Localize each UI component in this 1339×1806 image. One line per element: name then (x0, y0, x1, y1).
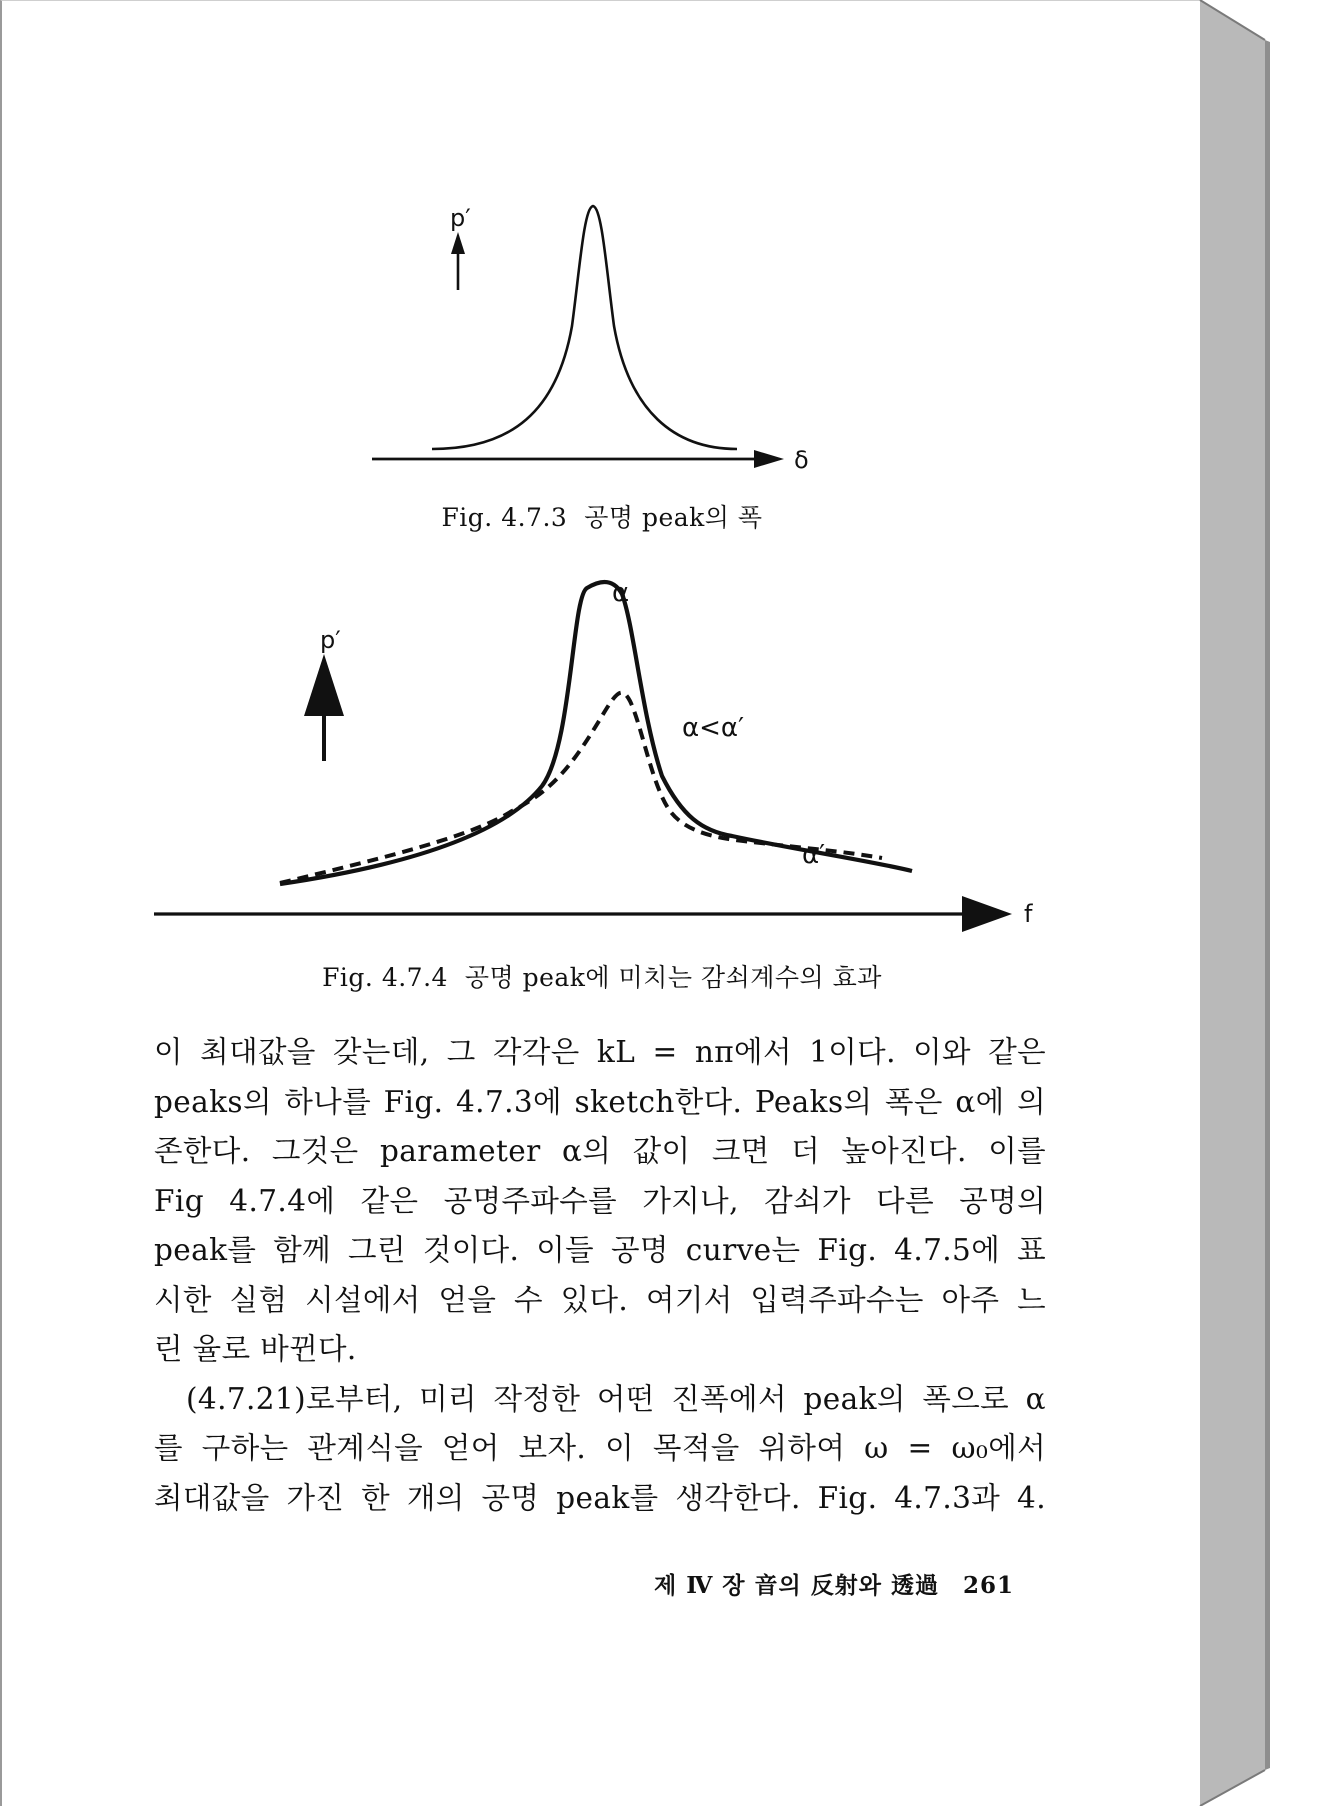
book-spine (1190, 0, 1339, 1806)
x-axis-arrowhead (962, 896, 1012, 932)
page-number: 261 (962, 1572, 1014, 1599)
figure-4-7-4 (142, 566, 1042, 946)
x-axis-arrowhead (754, 450, 784, 468)
body-line: 최대값을 가진 한 개의 공명 peak를 생각한다. Fig. 4.7.3과 4. (154, 1480, 1046, 1515)
figure-4-7-4-caption: Fig. 4.7.4 공명 peak에 미치는 감쇠계수의 효과 (322, 963, 882, 992)
chapter-title: 제 Ⅳ 장 音의 反射와 透過 (653, 1572, 939, 1599)
resonance-peak-curve (432, 206, 737, 449)
body-line: 이 최대값을 갖는데, 그 각각은 kL = nπ에서 1이다. 이와 같은 (154, 1035, 1046, 1069)
body-line: 존한다. 그것은 parameter α의 값이 크면 더 높아진다. 이를 (154, 1134, 1046, 1168)
y-axis-arrowhead (304, 654, 344, 716)
body-line: 를 구하는 관계식을 얻어 보자. 이 목적을 위하여 ω = ω₀에서 (154, 1431, 1046, 1465)
y-axis-label: p′ (320, 626, 341, 654)
solid-curve-label: α (612, 578, 630, 608)
page-footer (654, 1567, 1014, 1600)
y-axis-label: p′ (450, 204, 471, 232)
body-text (154, 1028, 1046, 1523)
body-line: Fig 4.7.4에 같은 공명주파수를 가지나, 감쇠가 다른 공명의 (154, 1183, 1046, 1218)
x-axis-label: δ (794, 446, 809, 474)
figure-4-7-3-caption: Fig. 4.7.3 공명 peak의 폭 (441, 503, 763, 532)
body-line: peak를 함께 그린 것이다. 이들 공명 curve는 Fig. 4.7.5에 표 (154, 1233, 1046, 1267)
dashed-curve-label: α′ (802, 840, 826, 870)
body-line: peaks의 하나를 Fig. 4.7.3에 sketch한다. Peaks의 폭은 α에 의 (154, 1084, 1046, 1119)
dashed-curve-alpha-prime (280, 693, 882, 883)
figure-4-7-3 (362, 196, 822, 476)
body-line: 시한 실험 시설에서 얻을 수 있다. 여기서 입력주파수는 아주 느 (154, 1282, 1046, 1317)
x-axis-label: f (1024, 900, 1033, 928)
solid-curve-alpha (280, 582, 912, 884)
relation-label: α<α′ (682, 713, 744, 743)
body-line: (4.7.21)로부터, 미리 작정한 어떤 진폭에서 peak의 폭으로 α (186, 1381, 1046, 1416)
body-line: 린 율로 바뀐다. (154, 1332, 357, 1366)
y-axis-arrowhead (451, 232, 465, 254)
